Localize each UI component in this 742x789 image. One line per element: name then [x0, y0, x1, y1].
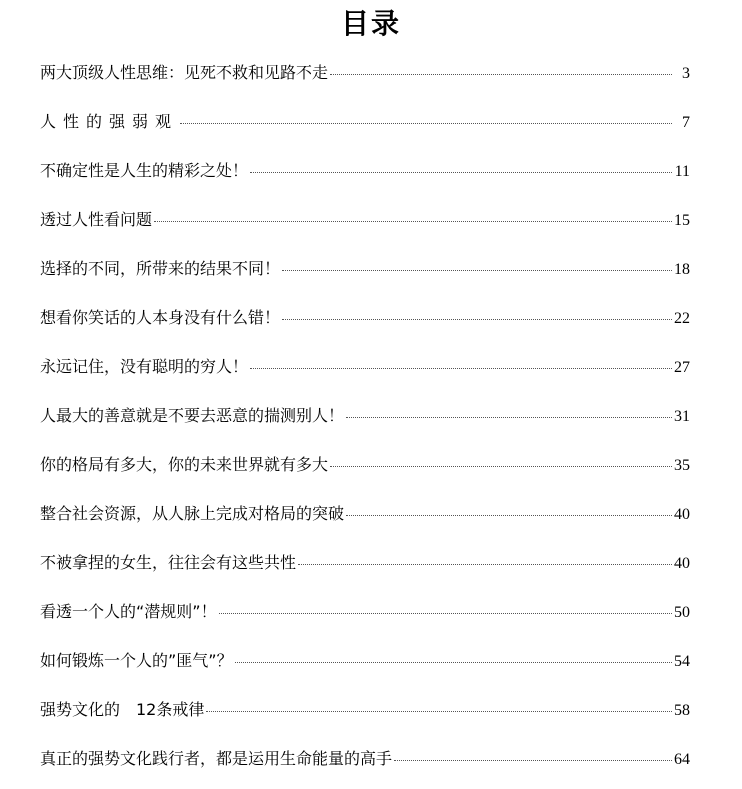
- toc-page-number: 11: [674, 163, 690, 180]
- toc-page-number: 35: [674, 457, 690, 474]
- toc-entry-title: 强势文化的 12条戒律: [40, 700, 205, 719]
- toc-page-number: 54: [674, 653, 690, 670]
- toc-dot-leader: [330, 466, 672, 467]
- toc-entry[interactable]: [40, 544, 690, 593]
- toc-entry[interactable]: [40, 740, 690, 789]
- toc-dot-leader: [330, 74, 672, 75]
- toc-page-number: 40: [674, 506, 690, 523]
- toc-entry[interactable]: [40, 152, 690, 201]
- toc-entry[interactable]: [40, 691, 690, 740]
- toc-page-number: 50: [674, 604, 690, 621]
- toc-entry[interactable]: [40, 348, 690, 397]
- toc-dot-leader: [346, 515, 672, 516]
- toc-page-number: 27: [674, 359, 690, 376]
- toc-dot-leader: [206, 711, 672, 712]
- toc-dot-leader: [235, 662, 672, 663]
- toc-page-number: 18: [674, 261, 690, 278]
- toc-dot-leader: [298, 564, 672, 565]
- toc-entry-title: 永远记住，没有聪明的穷人！: [40, 357, 249, 376]
- toc-page-number: 15: [674, 212, 690, 229]
- toc-page-number: 40: [674, 555, 690, 572]
- toc-entry-title: 两大顶级人性思维：见死不救和见路不走: [40, 63, 329, 82]
- toc-entry-title: 你的格局有多大，你的未来世界就有多大: [40, 455, 329, 474]
- toc-entry-title: 透过人性看问题: [40, 210, 153, 229]
- toc-entry-title: 人性的强弱观: [40, 112, 179, 131]
- toc-entry[interactable]: [40, 446, 690, 495]
- toc-dot-leader: [394, 760, 672, 761]
- toc-entry-title: 选择的不同，所带来的结果不同！: [40, 259, 281, 278]
- toc-entry-title: 不确定性是人生的精彩之处！: [40, 161, 249, 180]
- toc-page-number: 7: [682, 114, 690, 131]
- toc-list: [40, 54, 690, 789]
- toc-entry[interactable]: [40, 495, 690, 544]
- toc-page-number: 64: [674, 751, 690, 768]
- toc-entry[interactable]: [40, 201, 690, 250]
- toc-page-number: 31: [674, 408, 690, 425]
- toc-entry-title: 不被拿捏的女生，往往会有这些共性: [40, 553, 297, 572]
- toc-entry[interactable]: [40, 299, 690, 348]
- toc-entry[interactable]: [40, 397, 690, 446]
- toc-dot-leader: [282, 319, 672, 320]
- toc-entry[interactable]: [40, 593, 690, 642]
- toc-dot-leader: [346, 417, 672, 418]
- toc-page-number: 22: [674, 310, 690, 327]
- toc-entry-title: 人最大的善意就是不要去恶意的揣测别人！: [40, 406, 345, 425]
- toc-dot-leader: [180, 123, 672, 124]
- toc-entry[interactable]: [40, 642, 690, 691]
- toc-entry[interactable]: [40, 103, 690, 152]
- toc-dot-leader: [282, 270, 672, 271]
- toc-dot-leader: [154, 221, 672, 222]
- toc-page-number: 58: [674, 702, 690, 719]
- toc-entry[interactable]: [40, 54, 690, 103]
- toc-page-number: 3: [682, 65, 690, 82]
- toc-entry-title: 看透一个人的“潜规则”！: [40, 602, 217, 621]
- toc-dot-leader: [250, 172, 672, 173]
- toc-entry-title: 真正的强势文化践行者，都是运用生命能量的高手: [40, 749, 393, 768]
- toc-dot-leader: [219, 613, 672, 614]
- toc-entry-title: 如何锻炼一个人的”匪气”？: [40, 651, 233, 670]
- toc-dot-leader: [250, 368, 672, 369]
- toc-entry-title: 想看你笑话的人本身没有什么错！: [40, 308, 281, 327]
- toc-heading: 目录: [340, 7, 401, 40]
- toc-entry-title: 整合社会资源，从人脉上完成对格局的突破: [40, 504, 345, 523]
- toc-entry[interactable]: [40, 250, 690, 299]
